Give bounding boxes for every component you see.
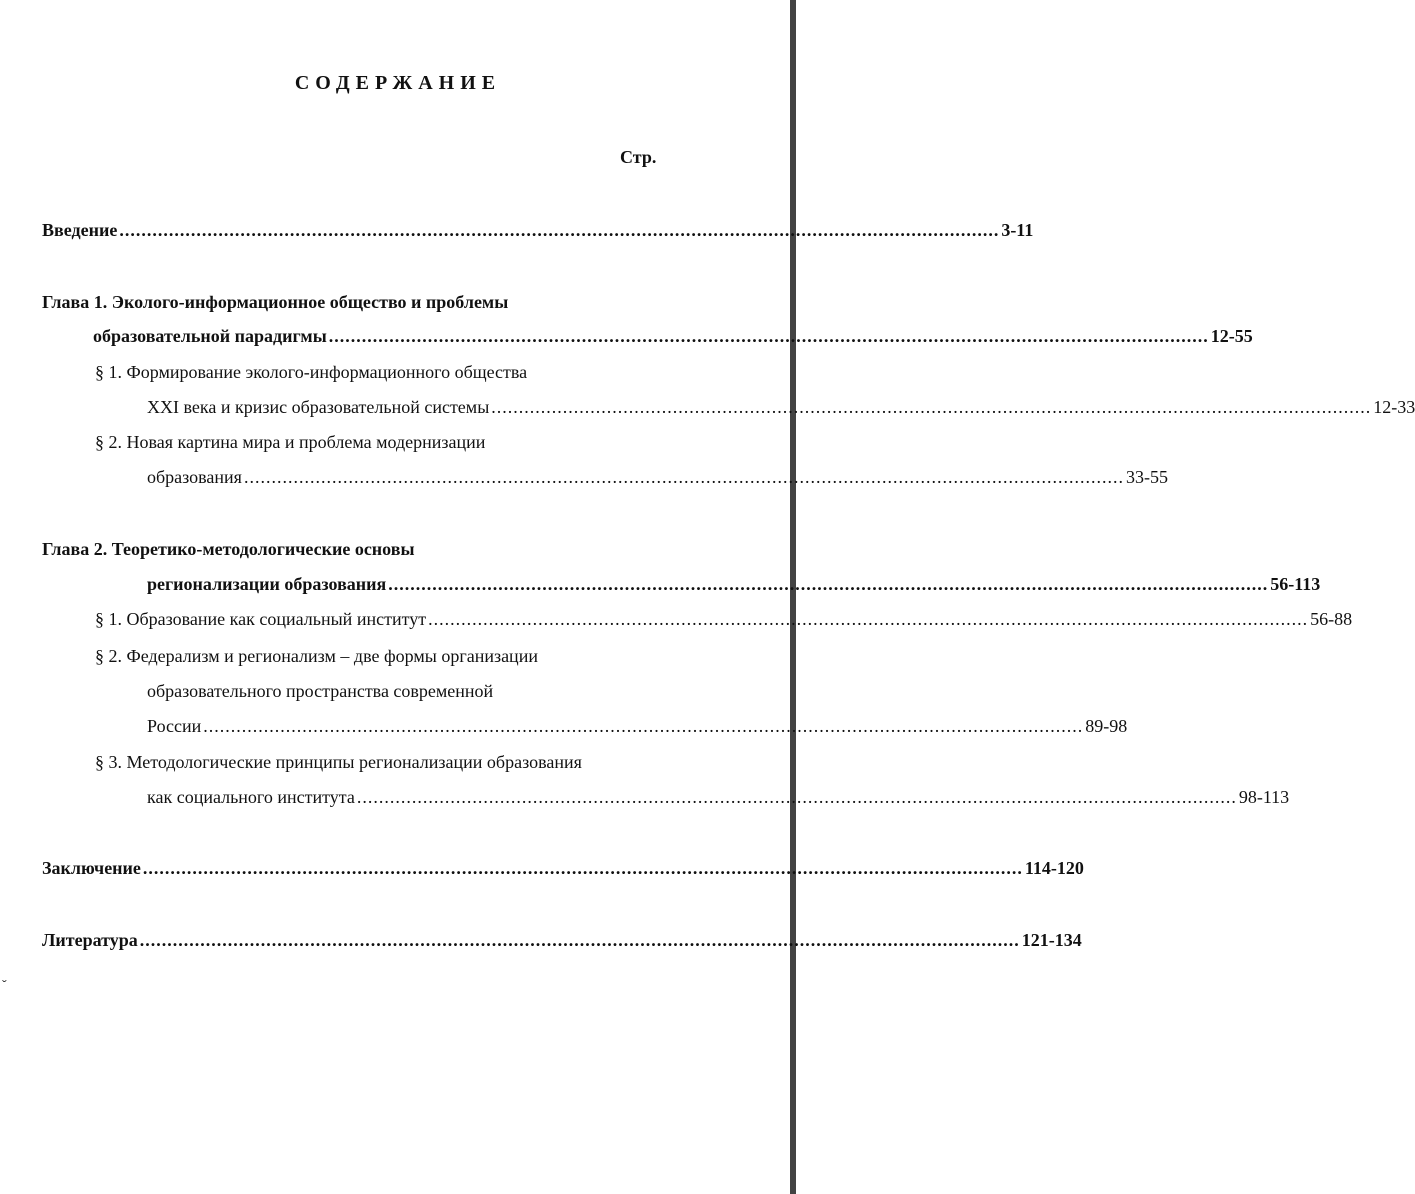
leader-dots: ................................................................................................................................................................	[356, 787, 1237, 807]
leader-dots: ................................................................................................................................................................	[328, 326, 1209, 346]
toc-ch2-s2-line3: России	[147, 716, 202, 736]
page-column-label: Стр.	[620, 147, 657, 167]
toc-ch1-s2-line1: § 2. Новая картина мира и проблема модернизации	[95, 432, 486, 452]
toc-ch1-s1-line2: XXI века и кризис образовательной системы	[147, 397, 490, 417]
toc-literature-pages: 121-134	[1021, 930, 1082, 950]
toc-ch1-s1-pages: 12-33	[1373, 397, 1415, 417]
toc-ch2-s2-pages: 89-98	[1085, 716, 1128, 736]
toc-ch1-line2: образовательной парадигмы	[93, 326, 327, 346]
toc-ch2-s3-line2: как социального института	[147, 787, 355, 807]
toc-literature-text: Литература	[42, 930, 138, 950]
toc-ch2-pages: 56-113	[1270, 574, 1321, 594]
toc-ch2-s3-line1: § 3. Методологические принципы регионализации образования	[95, 752, 582, 772]
toc-ch1-line1: Глава 1. Эколого-информационное общество и проблемы	[42, 292, 509, 312]
toc-intro-pages: 3-11	[1001, 220, 1034, 240]
leader-dots: ................................................................................................................................................................	[388, 574, 1269, 594]
toc-ch1-pages: 12-55	[1210, 326, 1253, 346]
toc-ch2	[147, 572, 1321, 596]
scan-mark: ˬ	[2, 968, 7, 983]
leader-dots: ................................................................................................................................................................	[243, 467, 1124, 487]
toc-ch2-s1	[95, 607, 1353, 631]
toc-ch1-s2	[147, 465, 1168, 489]
toc-conclusion-text: Заключение	[42, 858, 141, 878]
toc-ch2-s2-line2: образовательного пространства современной	[147, 681, 494, 701]
leader-dots: ................................................................................................................................................................	[139, 930, 1020, 950]
toc-ch1-s1-line1: § 1. Формирование эколого-информационного общества	[95, 362, 528, 382]
toc-intro-text: Введение	[42, 220, 118, 240]
toc-conclusion	[42, 856, 1084, 880]
toc-conclusion-pages: 114-120	[1024, 858, 1084, 878]
toc-ch2-s1-text: § 1. Образование как социальный институт	[95, 609, 427, 629]
toc-literature	[42, 928, 1082, 952]
toc-ch2-line1: Глава 2. Теоретико-методологические основы	[42, 539, 415, 559]
toc-ch1-s2-line2: образования	[147, 467, 242, 487]
toc-ch2-s2-line1: § 2. Федерализм и регионализм – две формы организации	[95, 646, 538, 666]
toc-ch2-line2: регионализации образования	[147, 574, 387, 594]
leader-dots: ................................................................................................................................................................	[491, 397, 1372, 417]
leader-dots: ................................................................................................................................................................	[428, 609, 1309, 629]
toc-ch1-s1	[147, 395, 1415, 419]
toc-ch1-s2-pages: 33-55	[1125, 467, 1168, 487]
leader-dots: ................................................................................................................................................................	[203, 716, 1084, 736]
leader-dots: ................................................................................................................................................................	[119, 220, 1000, 240]
scan-edge	[790, 0, 796, 1194]
toc-ch1	[93, 324, 1253, 348]
toc-ch2-s3-pages: 98-113	[1238, 787, 1290, 807]
toc-ch2-s3	[147, 785, 1290, 809]
leader-dots: ................................................................................................................................................................	[142, 858, 1023, 878]
toc-ch2-s2	[147, 714, 1128, 738]
toc-ch2-s1-pages: 56-88	[1310, 609, 1353, 629]
page-title: СОДЕРЖАНИЕ	[294, 72, 502, 94]
toc-intro	[42, 218, 1034, 242]
